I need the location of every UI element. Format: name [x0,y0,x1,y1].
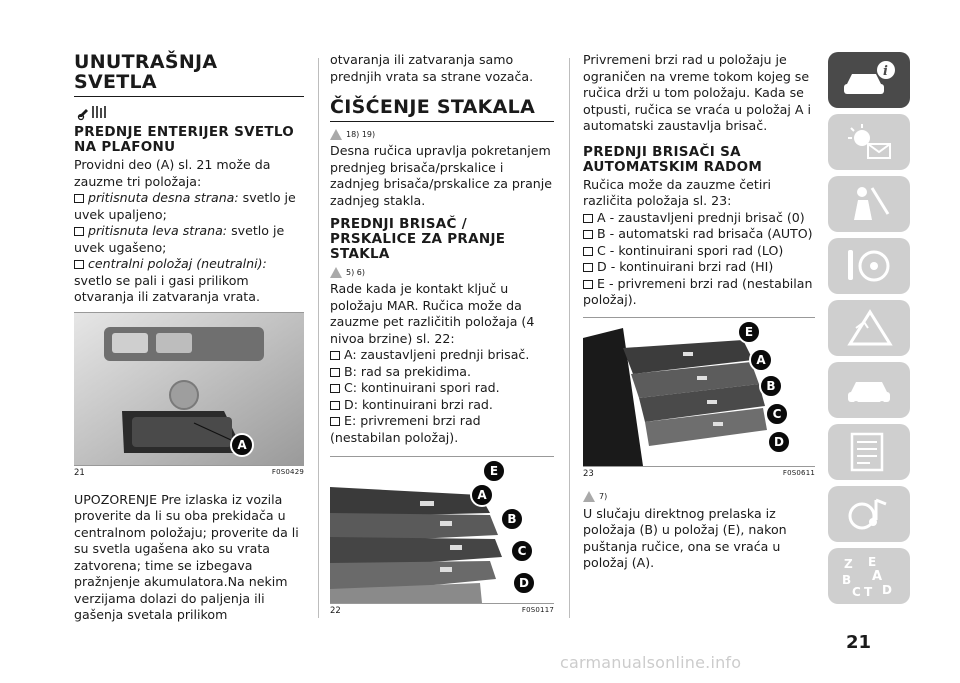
section-title-window-cleaning: ČIŠĆENJE STAKALA [330,96,536,118]
figure-number: 23 [583,468,594,479]
callout-a: A [470,483,494,507]
list-item: A - zaustavljeni prednji brisač (0) [583,210,815,227]
list-item: B - automatski rad brisača (AUTO) [583,226,815,243]
list-item: E - privremeni brzi rad (nestabilan položaj). [583,275,813,307]
list-item: pritisnuta leva strana: svetlo je uvek ugašeno; [74,223,285,255]
column-3 [583,52,815,572]
index-letter: D [882,583,892,597]
car-info-icon[interactable] [828,52,910,108]
column-1 [74,52,304,624]
index-letter: C [852,585,861,599]
body-text: Rade kada je kontakt ključ u položaju MAR. Ručica može da zauzme pet različitih položaja (4 nivoa brzine) sl. 22: [330,281,535,346]
callout-b: B [759,374,783,398]
callout-c: C [510,539,534,563]
body-text: Ručica može da zauzme četiri različita položaja sl. 23: [583,176,772,208]
list-item: C: kontinuirani spori rad. [330,380,554,397]
figure-21 [74,312,304,466]
checkbox-bullet-icon [583,214,593,223]
figure-code: F0S0429 [271,467,304,476]
body-text: Privremeni brzi rad u položaju je ograničen na vreme tokom kojeg se ručica drži u tom položaju. Kada se otpusti, ručica se vraća u položaj A i automatski zaustavlja brisač. [583,52,811,133]
ceiling-light-photo [74,313,304,465]
warning-text: UPOZORENJE Pre izlaska iz vozila proverite da li su oba prekidača u centralnom položaju; proverite da li su svetla ugašena ako su vrata zatvorena; time se izbegava pražnjenje akumulatora.Na nekim verzijama dolazi do paljenja ili gašenja svetala prilikom [74,491,299,622]
intro-text: Providni deo (A) sl. 21 može da zauzme tri položaja: [74,157,271,189]
list-item: C - kontinuirani spori rad (LO) [583,243,815,260]
checkbox-bullet-icon [74,260,84,269]
subsection-title-front-wiper: PREDNJI BRISAČ / PRSKALICE ZA PRANJE STAKLA [330,216,506,262]
column-divider [569,58,570,618]
checkbox-bullet-icon [330,417,340,426]
note-triangle-icon [583,491,595,502]
footer-watermark: carmanualsonline.info [560,653,742,672]
technical-data-icon[interactable] [828,424,910,480]
figure-23 [583,317,815,467]
index-icon[interactable] [828,548,910,604]
page-number: 21 [846,632,872,653]
continued-text: otvaranja ili zatvaranja samo prednjih vrata sa strane vozača. [330,52,534,84]
figure-22 [330,456,554,604]
checkbox-bullet-icon [330,384,340,393]
list-item: A: zaustavljeni prednji brisač. [330,347,554,364]
figure-code: F0S0117 [521,606,554,614]
warning-triangle-icon [330,129,342,140]
figure-caption [74,468,304,478]
auto-wiper-stalk-photo [583,318,815,466]
callout-e: E [737,320,761,344]
title-rule [330,121,554,122]
callout-b: B [500,507,524,531]
body-text: Desna ručica upravlja pokretanjem prednjeg brisača/prskalice i zadnjeg brisača/prskalice za pranje zadnjeg stakla. [330,143,553,208]
callout-d: D [512,571,536,595]
callout-e: E [482,459,506,483]
figure-number: 21 [74,467,85,478]
note-reference: 5) 6) [330,266,554,278]
figure-caption [330,606,554,616]
checkbox-bullet-icon [330,368,340,377]
column-divider [318,58,319,618]
list-item: B: rad sa prekidima. [330,364,554,381]
subsection-title-automatic-wipers: PREDNJI BRISAČI SA AUTOMATSKIM RADOM [583,143,763,175]
note-triangle-icon [330,267,342,278]
list-item: E: privremeni brzi rad (nestabilan položaj). [330,413,481,445]
checkbox-bullet-icon [74,194,84,203]
index-letter: B [842,573,852,587]
body-text: U slučaju direktnog prelaska iz položaja (B) u položaj (E), nakon puštanja ručice, ona se vraća u položaj (A). [583,505,787,570]
index-letter: A [872,569,883,584]
checkbox-bullet-icon [74,227,84,236]
index-letter: Z [844,557,853,571]
note-reference: 7) [583,491,815,503]
list-item: D: kontinuirani brzi rad. [330,397,554,414]
car-maintenance-icon[interactable] [828,362,910,418]
title-rule [74,96,304,97]
checkbox-bullet-icon [330,351,340,360]
airbag-safety-icon[interactable] [828,176,910,232]
index-letter: E [868,556,877,569]
figure-caption [583,469,815,479]
figure-code: F0S0611 [782,468,815,477]
checkbox-bullet-icon [583,263,593,272]
callout-a: A [749,348,773,372]
checkbox-bullet-icon [583,247,593,256]
steering-start-icon[interactable] [828,238,910,294]
multimedia-icon[interactable] [828,486,910,542]
chapter-sidebar [828,52,910,610]
warning-reference: 18) 19) [330,128,554,140]
figure-number: 22 [330,606,341,616]
index-letter: T [864,585,873,599]
warning-lights-icon[interactable] [828,114,910,170]
section-title-interior-lights: UNUTRAŠNJA SVETLA [74,51,218,93]
road-emergency-icon[interactable] [828,300,910,356]
callout-c: C [765,402,789,426]
column-2 [330,52,554,616]
list-item: centralni položaj (neutralni): svetlo se pali i gasi prilikom otvaranja ili zatvaranja vrata. [74,256,267,304]
checkbox-bullet-icon [583,280,593,289]
subsection-title-front-courtesy-light: PREDNJE ENTERIJER SVETLO NA PLAFONU [74,124,295,155]
callout-a: A [230,433,254,457]
svg-text:i: i [883,64,888,79]
wiper-stalk-photo [330,457,554,603]
callout-d: D [767,430,791,454]
list-item: pritisnuta desna strana: svetlo je uvek upaljeno; [74,190,296,222]
list-item: D - kontinuirani brzi rad (HI) [583,259,815,276]
checkbox-bullet-icon [583,230,593,239]
lamp-icon [74,103,304,121]
checkbox-bullet-icon [330,401,340,410]
